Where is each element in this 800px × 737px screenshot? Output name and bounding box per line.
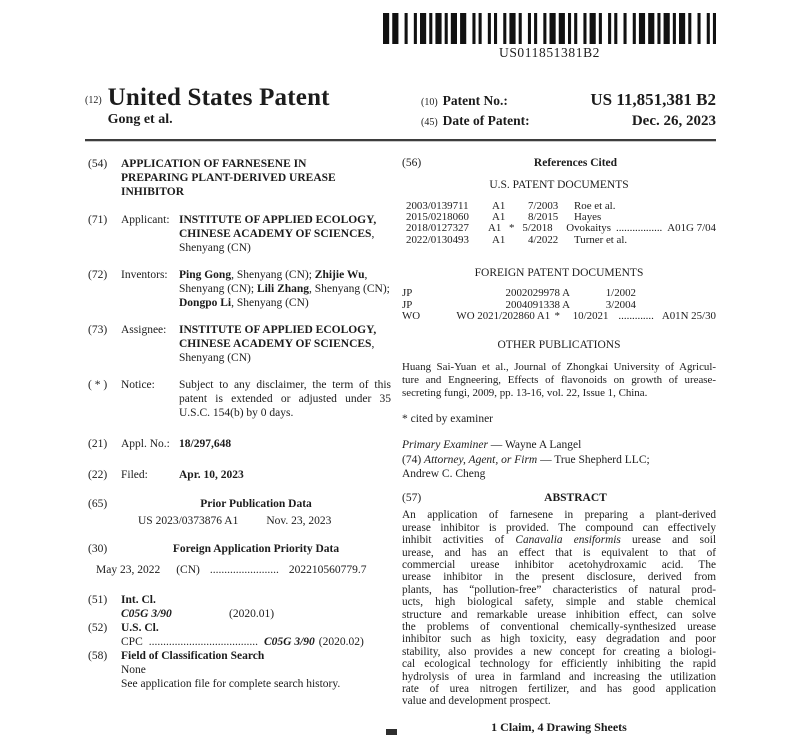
tag-56: (56) [402,157,422,169]
patent-no-label: Patent No.: [442,93,508,108]
doc-date: 10/2021 [572,310,609,322]
patent-barcode [383,13,716,61]
cited-by-examiner: * cited by examiner [402,413,494,426]
section-appl-no-21 [88,437,391,451]
tag-30: (30) [88,543,108,555]
date-of-patent-tag: (45) [421,117,438,128]
tag-73: (73) [88,324,108,336]
doc-name: Roe et al. [574,199,616,212]
other-publications [402,361,716,401]
section-notice [88,378,391,420]
priority-country: (CN) [176,564,200,576]
us-docs-heading: U.S. PATENT DOCUMENTS [489,179,629,192]
doc-date: 4/2022 [528,233,559,246]
doc-name: Turner et al. [574,233,628,246]
cpc-class: C05G 3/90 [264,636,315,648]
cpc-version: (2020.02) [318,636,364,648]
abstract-line: structure and remarkable urease inhibition effect, can solve [402,608,716,621]
invention-title-line: PREPARING PLANT-DERIVED UREASE [121,172,336,184]
doc-kind: A1 [492,233,506,246]
foreign-priority-heading: Foreign Application Priority Data [172,543,340,555]
doc-date: 8/2015 [528,211,559,224]
doc-kind: A1 [492,199,506,212]
abstract-line: inhibit activities of Canavalia ensiformis urease and soil [402,534,716,547]
abstract-line: ucts, high biological safety, simple and stable chemical [402,596,716,609]
foreign-docs-table [402,288,716,322]
doc-number: WO 2021/202860 A1 [456,310,551,322]
attorney-line-2: Andrew C. Cheng [402,467,486,480]
applicant-label: Applicant: [121,214,170,226]
doc-class: ............. A01N 25/30 [618,310,716,322]
tag-51: (51) [88,594,108,606]
tag-54: (54) [88,158,108,170]
doc-date: 3/2004 [605,298,636,311]
prior-pub-number: US 2023/0373876 A1 [138,515,239,527]
abstract-line: plants, has “pollution-free” characteristics of natural prod- [402,583,716,596]
doc-star [514,235,528,246]
table-row [402,223,716,234]
doc-star [514,201,528,212]
doc-number: 2015/0218060 [406,211,469,224]
int-cl-class: C05G 3/90 [121,608,172,620]
kind-code-tag: (12) [85,95,102,106]
tag-72: (72) [88,269,108,281]
appl-no-label: Appl. No.: [121,438,170,450]
cropped-figure-artifact [386,729,397,735]
patent-no-tag: (10) [421,97,438,108]
filed-label: Filed: [121,469,148,481]
publication-line: Huang Sai-Yuan et al., Journal of Zhongkai University of Agricul- [402,360,716,373]
date-of-patent-label: Date of Patent: [442,113,530,128]
section-references-56 [402,157,716,170]
priority-number: 202210560779.7 [288,564,367,576]
tag-65: (65) [88,498,108,510]
field-search-heading: Field of Classification Search [121,650,265,662]
section-title-54 [88,157,391,199]
section-prior-pub-65 [88,497,391,528]
date-of-patent-value: Dec. 26, 2023 [631,113,716,129]
leader-dots: ...................................... [148,636,258,648]
doc-number: 2004091338 A [505,298,570,311]
section-inventors-72 [88,268,391,310]
notice-line: U.S.C. 154(b) by 0 days. [179,407,294,419]
tag-71: (71) [88,214,108,226]
section-filed-22 [88,468,391,482]
abstract-text [402,509,716,708]
doc-date: 5/2018 [522,222,553,235]
references-heading: References Cited [533,157,618,169]
filed-value: Apr. 10, 2023 [179,469,244,481]
doc-number: 2022/0130493 [406,233,469,246]
abstract-line: rate of urea nitrogen fertilizer, and has good application [402,683,716,696]
abstract-line: urease, and has an effect that is equivalent to that of [402,546,716,559]
barcode-bars-icon [383,13,716,44]
section-foreign-priority-30 [88,542,391,556]
field-search-note: See application file for complete search history. [121,678,341,690]
tag-21: (21) [88,438,108,450]
notice-line: patent is extended or adjusted under 35 [179,393,391,405]
table-row [402,311,716,322]
tag-notice: ( * ) [88,379,108,391]
section-assignee-73 [88,323,391,365]
doc-number: 2003/0139711 [406,199,469,212]
inventors-value: Ping Gong, Shenyang (CN); Zhijie Wu, Shenyang (CN); Lili Zhang, Shenyang (CN); Dongpo Li, Shenyang (CN) [179,269,390,309]
appl-no-value: 18/297,648 [179,438,232,450]
foreign-docs-heading: FOREIGN PATENT DOCUMENTS [474,267,644,279]
invention-title-line: INHIBITOR [121,186,185,198]
prior-pub-date: Nov. 23, 2023 [266,515,332,527]
left-column [88,157,391,704]
assignee-value: INSTITUTE OF APPLIED ECOLOGY, CHINESE ACADEMY OF SCIENCES, Shenyang (CN) [179,324,377,364]
abstract-line: cal ecological technology for efficiently inhibiting the rapid [402,658,716,671]
right-column [402,157,716,734]
us-docs-table [402,201,716,246]
other-pubs-heading: OTHER PUBLICATIONS [497,339,621,352]
doc-star: * [509,222,515,235]
prior-pub-heading: Prior Publication Data [200,498,312,510]
abstract-line: the problems of conventional chemically-synthesized urease [402,621,716,633]
section-us-cl-52 [88,621,391,649]
country-code: WO [402,310,421,322]
doc-kind: A1 [492,211,506,224]
inventors-label: Inventors: [121,269,168,281]
priority-date: May 23, 2022 [96,564,161,576]
tag-57: (57) [402,491,422,504]
country-code: JP [402,298,413,311]
tag-58: (58) [88,650,108,662]
leader-dots: ........................ [209,564,279,576]
doc-date: 7/2003 [528,199,559,212]
doc-number: 2002029978 A [505,287,570,300]
int-cl-version: (2020.01) [229,608,275,620]
assignee-label: Assignee: [121,324,167,336]
abstract-line: inhibitor such as high toxicity, easy degradation and poor [402,633,716,646]
header-divider [85,139,716,141]
invention-title-line: APPLICATION OF FARNESENE IN [121,158,307,170]
doc-name: Ovokaitys ................. A01G 7/04 [566,222,716,235]
table-row [402,288,716,299]
doc-date: 1/2002 [605,287,636,300]
abstract-line: stability, also provides a new concept for creating a biologi- [402,645,716,658]
notice-line: Subject to any disclaimer, the term of this [179,379,391,391]
primary-examiner-line: Primary Examiner — Wayne A Langel [402,438,582,451]
abstract-line: urease inhibitor in the present disclosure, derived from [402,571,716,584]
patent-no-value: US 11,851,381 B2 [590,90,716,109]
tag-52: (52) [88,622,108,634]
table-row [402,235,716,246]
publication-line: secreting fungi, 2009, pp. 13-16, vol. 22, Issue 1, China. [402,387,648,400]
section-int-cl-51 [88,593,391,621]
section-applicant-71 [88,213,391,255]
section-abstract-57 [402,492,716,505]
abstract-line: An application of farnesene in preparing a plant-derived [402,509,716,522]
country-code: JP [402,287,413,300]
abstract-line: commercial urease inhibitor acetohydroxamic acid. The [402,558,716,571]
cpc-label: CPC [121,636,143,648]
first-inventor-line: Gong et al. [107,112,173,127]
doc-kind: A1 [488,222,502,235]
abstract-line: hydrolysis of urea in farmland and increasing the utilization [402,670,716,683]
applicant-value: INSTITUTE OF APPLIED ECOLOGY, CHINESE ACADEMY OF SCIENCES, Shenyang (CN) [179,214,377,254]
section-field-search-58 [88,649,391,691]
doc-class [646,288,654,299]
publication-line: ture and Engneering, Effects of flavonoids on growth of urease- [402,373,716,386]
attorney-line: (74) Attorney, Agent, or Firm — True Shepherd LLC; [402,454,650,467]
us-cl-heading: U.S. Cl. [121,622,159,634]
abstract-line: urease inhibitor is provided. The compound can effectively [402,521,716,534]
doc-star: * [554,310,560,322]
document-title: United States Patent [107,84,330,111]
foreign-priority-entry [88,563,391,577]
abstract-heading: ABSTRACT [544,491,607,504]
notice-label: Notice: [121,379,155,391]
claims-drawing-sheets-line: 1 Claim, 4 Drawing Sheets [491,719,627,734]
doc-number: 2018/0127327 [406,222,469,235]
field-search-none: None [121,664,146,676]
int-cl-heading: Int. Cl. [121,594,156,606]
doc-star [570,288,586,299]
barcode-number: US011851381B2 [498,45,601,60]
doc-name: Hayes [574,211,602,224]
abstract-line: value and development prospect. [402,695,551,708]
tag-22: (22) [88,469,108,481]
patent-header [85,84,716,133]
